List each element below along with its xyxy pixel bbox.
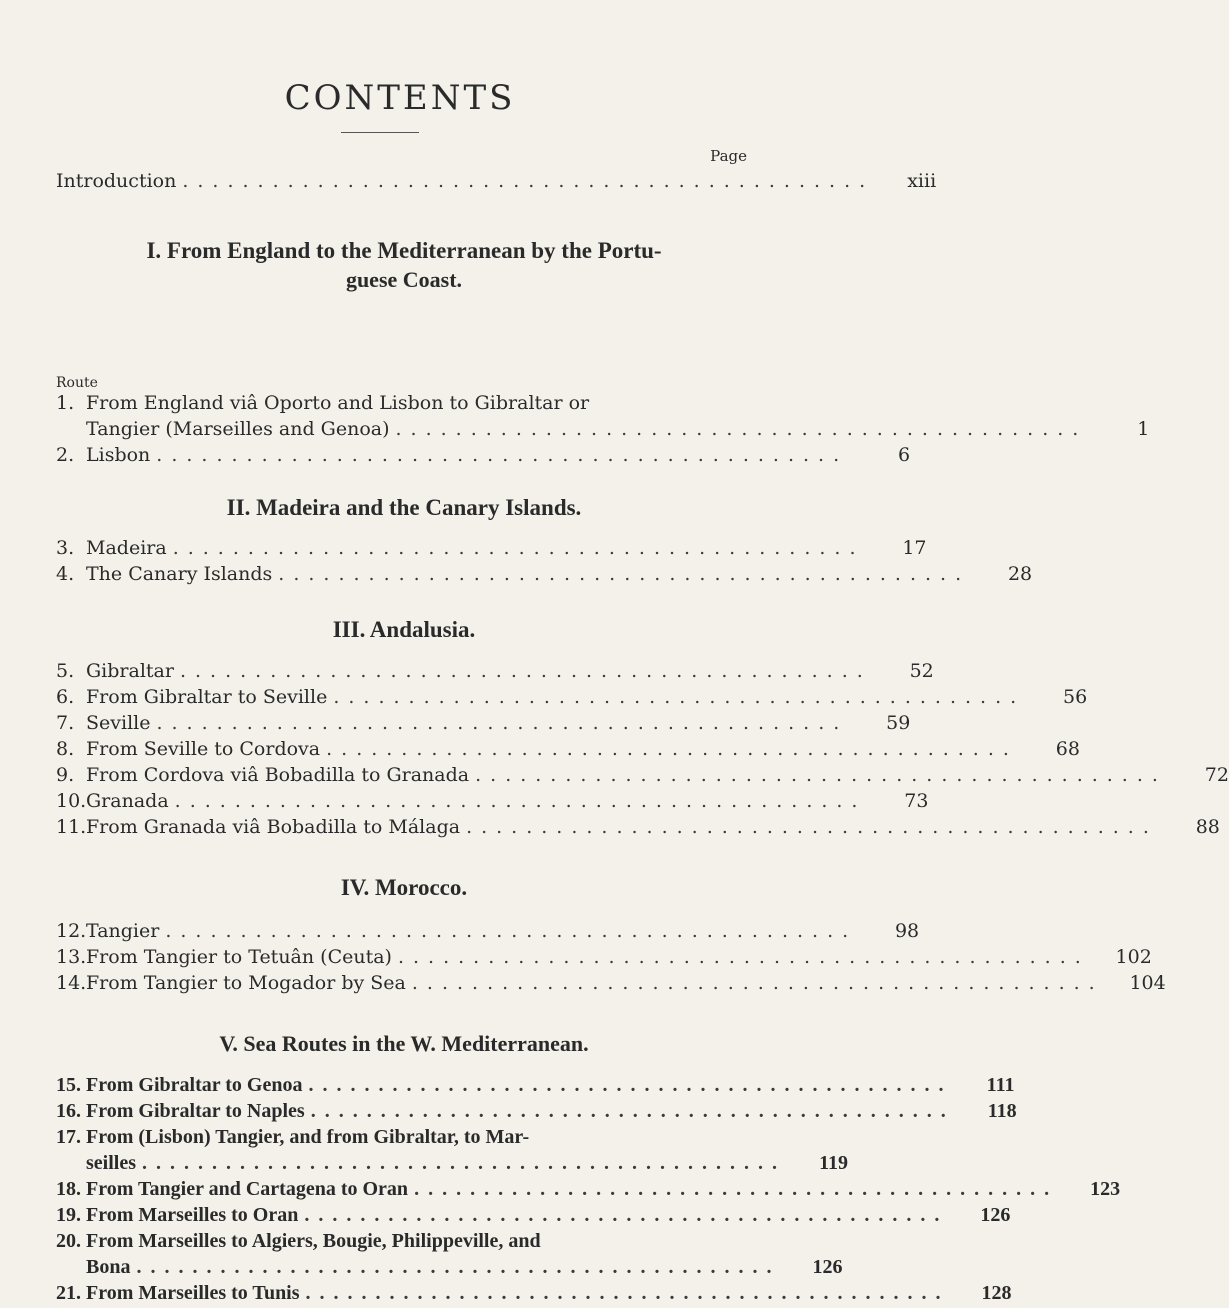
route-number: 14. bbox=[56, 972, 87, 994]
route-title: Seville bbox=[86, 712, 151, 734]
toc-entry-15[interactable] bbox=[56, 1072, 1015, 1098]
toc-entry-page: xiii bbox=[907, 170, 937, 192]
route-number: 19. bbox=[56, 1204, 81, 1226]
toc-entry-20-cont[interactable] bbox=[86, 1254, 843, 1280]
toc-entry-2[interactable] bbox=[56, 442, 911, 468]
route-number: 17. bbox=[56, 1126, 81, 1148]
route-title: From Tangier and Cartagena to Oran bbox=[86, 1178, 409, 1200]
route-number: 6. bbox=[56, 686, 75, 708]
leader-dots: .............................................. bbox=[182, 170, 875, 192]
toc-entry-1-cont[interactable] bbox=[86, 416, 1150, 442]
route-title: Madeira bbox=[86, 537, 167, 559]
route-title: From England viâ Oporto and Lisbon to Gibraltar or bbox=[86, 392, 590, 414]
route-page: 56 bbox=[1062, 686, 1088, 708]
route-title-cont: Bona bbox=[86, 1256, 131, 1278]
route-title: From Tangier to Tetuân (Ceuta) bbox=[86, 946, 392, 968]
route-column-header: Route bbox=[56, 375, 98, 391]
leader-dots: .............................................. bbox=[475, 764, 1167, 786]
toc-entry-12[interactable] bbox=[56, 918, 920, 944]
leader-dots: .............................................. bbox=[136, 1256, 781, 1278]
toc-entry-1[interactable] bbox=[56, 390, 772, 416]
route-number: 10. bbox=[56, 790, 87, 812]
route-number: 18. bbox=[56, 1178, 81, 1200]
toc-entry-7[interactable] bbox=[56, 710, 911, 736]
route-title: From Gibraltar to Seville bbox=[86, 686, 328, 708]
section-heading-4: IV. Morocco. bbox=[340, 875, 468, 900]
toc-entry-14[interactable] bbox=[56, 970, 1166, 996]
route-number: 4. bbox=[56, 563, 75, 585]
route-title: Lisbon bbox=[86, 444, 151, 466]
toc-entry-3[interactable] bbox=[56, 535, 927, 561]
toc-entry-5[interactable] bbox=[56, 658, 934, 684]
route-page: 17 bbox=[902, 537, 927, 559]
route-title: From Tangier to Mogador by Sea bbox=[86, 972, 406, 994]
route-number: 16. bbox=[56, 1100, 81, 1122]
leader-dots: .............................................. bbox=[395, 418, 1088, 440]
route-number: 2. bbox=[56, 444, 75, 466]
leader-dots: .............................................. bbox=[397, 946, 1090, 968]
leader-dots: .............................................. bbox=[310, 1100, 955, 1122]
route-number: 15. bbox=[56, 1074, 81, 1096]
route-title: From Marseilles to Tunis bbox=[86, 1282, 300, 1304]
route-title: Granada bbox=[86, 790, 169, 812]
page-column-header: Page bbox=[710, 147, 747, 165]
route-page: 111 bbox=[986, 1074, 1015, 1096]
leader-dots: .............................................. bbox=[326, 738, 1018, 760]
route-title: From Gibraltar to Genoa bbox=[86, 1074, 303, 1096]
section-heading-1: I. From England to the Mediterranean by the Portu- bbox=[146, 238, 662, 263]
leader-dots: .............................................. bbox=[156, 712, 849, 734]
toc-entry-4[interactable] bbox=[56, 561, 1033, 587]
route-page: 73 bbox=[904, 790, 929, 812]
route-number: 13. bbox=[56, 946, 87, 968]
route-title: The Canary Islands bbox=[86, 563, 273, 585]
route-page: 126 bbox=[980, 1204, 1011, 1226]
leader-dots: .............................................. bbox=[304, 1204, 949, 1226]
toc-entry-9[interactable] bbox=[56, 762, 1229, 788]
route-page: 104 bbox=[1129, 972, 1166, 994]
leader-dots: .............................................. bbox=[411, 972, 1104, 994]
toc-entry-11[interactable] bbox=[56, 814, 1220, 840]
route-title: From Granada viâ Bobadilla to Málaga bbox=[86, 816, 461, 838]
route-page: 102 bbox=[1115, 946, 1152, 968]
leader-dots: .............................................. bbox=[305, 1282, 950, 1304]
toc-entry-8[interactable] bbox=[56, 736, 1080, 762]
route-number: 3. bbox=[56, 537, 75, 559]
leader-dots: .............................................. bbox=[156, 444, 849, 466]
page-title: CONTENTS bbox=[284, 78, 516, 118]
leader-dots: .............................................. bbox=[414, 1178, 1059, 1200]
route-page: 98 bbox=[894, 920, 920, 942]
route-page: 128 bbox=[981, 1282, 1012, 1304]
toc-entry-label: Introduction bbox=[56, 170, 177, 192]
toc-entry-19[interactable] bbox=[56, 1202, 1011, 1228]
toc-entry-17-cont[interactable] bbox=[86, 1150, 848, 1176]
leader-dots: .............................................. bbox=[308, 1074, 953, 1096]
leader-dots: .............................................. bbox=[333, 686, 1026, 708]
route-title: From Marseilles to Algiers, Bougie, Philippeville, and bbox=[86, 1230, 541, 1252]
route-number: 9. bbox=[56, 764, 75, 786]
route-title-cont: seilles bbox=[86, 1152, 136, 1174]
route-title: From Seville to Cordova bbox=[86, 738, 321, 760]
toc-entry-18[interactable] bbox=[56, 1176, 1121, 1202]
section-heading-5: V. Sea Routes in the W. Mediterranean. bbox=[219, 1031, 589, 1056]
leader-dots: .............................................. bbox=[172, 537, 865, 559]
route-title: From Marseilles to Oran bbox=[86, 1204, 299, 1226]
toc-entry-13[interactable] bbox=[56, 944, 1152, 970]
toc-entry-6[interactable] bbox=[56, 684, 1088, 710]
route-number: 8. bbox=[56, 738, 75, 760]
route-page: 1 bbox=[1137, 418, 1150, 440]
route-page: 88 bbox=[1195, 816, 1220, 838]
toc-entry-20[interactable] bbox=[56, 1228, 772, 1254]
route-page: 28 bbox=[1007, 563, 1033, 585]
route-title: From Cordova viâ Bobadilla to Granada bbox=[86, 764, 470, 786]
toc-entry-21[interactable] bbox=[56, 1280, 1012, 1306]
route-number: 21. bbox=[56, 1282, 81, 1304]
route-number: 7. bbox=[56, 712, 75, 734]
leader-dots: .............................................. bbox=[278, 563, 971, 585]
leader-dots: .............................................. bbox=[466, 816, 1158, 838]
route-page: 52 bbox=[909, 660, 934, 682]
section-heading-1-cont: guese Coast. bbox=[345, 267, 463, 292]
route-title: Gibraltar bbox=[86, 660, 174, 682]
route-number: 12. bbox=[56, 920, 87, 942]
route-title: From Gibraltar to Naples bbox=[86, 1100, 305, 1122]
leader-dots: .............................................. bbox=[179, 660, 872, 682]
toc-entry-16[interactable] bbox=[56, 1098, 1017, 1124]
route-title-cont: Tangier (Marseilles and Genoa) bbox=[86, 418, 390, 440]
leader-dots: .............................................. bbox=[165, 920, 858, 942]
route-number: 20. bbox=[56, 1230, 81, 1252]
route-page: 118 bbox=[987, 1100, 1017, 1122]
route-page: 126 bbox=[812, 1256, 843, 1278]
route-page: 123 bbox=[1090, 1178, 1121, 1200]
route-number: 5. bbox=[56, 660, 75, 682]
title-rule bbox=[341, 132, 419, 133]
leader-dots: .............................................. bbox=[174, 790, 867, 812]
route-page: 68 bbox=[1055, 738, 1080, 760]
toc-entry-17[interactable] bbox=[56, 1124, 772, 1150]
toc-entry-introduction[interactable] bbox=[56, 168, 937, 194]
leader-dots: .............................................. bbox=[142, 1152, 786, 1174]
section-heading-2: II. Madeira and the Canary Islands. bbox=[226, 495, 582, 520]
toc-entry-10[interactable] bbox=[56, 788, 929, 814]
route-page: 59 bbox=[886, 712, 911, 734]
route-page: 119 bbox=[819, 1152, 848, 1174]
route-title: From (Lisbon) Tangier, and from Gibraltar, to Mar- bbox=[86, 1126, 530, 1148]
route-page: 6 bbox=[898, 444, 911, 466]
route-title: Tangier bbox=[86, 920, 160, 942]
route-page: 72 bbox=[1204, 764, 1229, 786]
route-number: 1. bbox=[56, 392, 75, 414]
section-heading-3: III. Andalusia. bbox=[332, 617, 476, 642]
route-number: 11. bbox=[56, 816, 87, 838]
